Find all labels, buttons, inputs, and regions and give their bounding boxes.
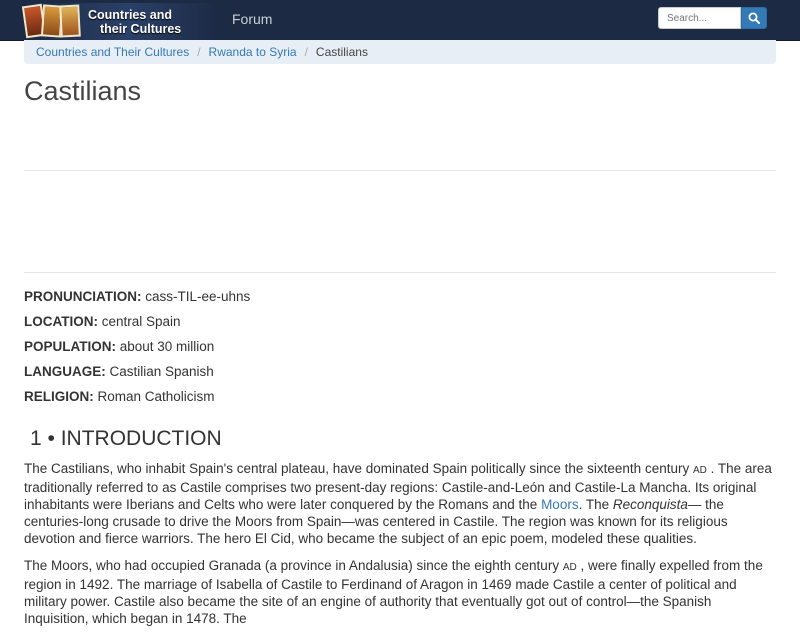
text: The Moors, who had occupied Granada (a province in Andalusia) since the eighth century: [24, 558, 563, 573]
moors-link[interactable]: Moors: [541, 497, 579, 512]
reconquista-term: Reconquista: [612, 497, 688, 512]
fact-value: about 30 million: [116, 339, 215, 354]
logo-text: [88, 8, 181, 36]
paragraph: [24, 557, 772, 627]
facts-list: [24, 289, 250, 414]
fact-location: [24, 314, 250, 339]
logo-photo: [59, 4, 81, 37]
text: — the centuries-long crusade to drive the Moors from Spain—was centered in Castile. The region was known for its religious devotion and fierce warriors. The hero El Cid, who became the subject of an epic poem, modeled these qualities.: [24, 497, 728, 546]
logo-line-2: their Cultures: [100, 21, 182, 36]
fact-population: [24, 339, 250, 364]
top-navbar: [0, 0, 800, 41]
logo-image: [22, 3, 84, 40]
section-heading-introduction: 1 • INTRODUCTION: [30, 427, 222, 450]
text: . The area traditionally referred to as Castile comprises two present-day regions: Castile-and-León and Castile-La Mancha. Its original inhabitants were Iberians and Celts who were later conquered by the Romans and the: [24, 461, 772, 512]
search-input[interactable]: [658, 7, 741, 29]
breadcrumb-separator: /: [304, 45, 308, 59]
text: The Castilians, who inhabit Spain's central plateau, have dominated Spain politically since the sixteenth century: [24, 461, 693, 476]
site-logo[interactable]: [22, 3, 218, 40]
nav-forum-link[interactable]: Forum: [232, 11, 273, 27]
article-body: [24, 460, 772, 637]
text: , were finally expelled from the region in 1492. The marriage of Isabella of Castile to Ferdinand of Aragon in 1469 made Castile a center of political and military power. Castile also became the site of an engine of authority that eventually got out of control—the Spanish Inquisition, which began in 1478. The: [24, 558, 763, 626]
fact-value: central Spain: [98, 314, 181, 329]
search-button[interactable]: [741, 7, 767, 29]
era-abbr: AD: [562, 562, 577, 573]
fact-label: LOCATION:: [24, 314, 98, 329]
divider: [24, 170, 776, 171]
era-abbr: AD: [692, 465, 707, 476]
divider: [24, 272, 776, 273]
breadcrumb-item-home[interactable]: Countries and Their Cultures: [36, 45, 190, 59]
breadcrumb-item-current: Castilians: [315, 45, 368, 59]
breadcrumb-item-region[interactable]: Rwanda to Syria: [208, 45, 297, 59]
fact-label: LANGUAGE:: [24, 364, 106, 379]
fact-value: Castilian Spanish: [105, 364, 214, 379]
logo-line-1: Countries and: [88, 7, 173, 22]
search-icon: [748, 12, 760, 24]
fact-value: Roman Catholicism: [93, 389, 215, 404]
fact-value: cass-TIL-ee-uhns: [141, 289, 251, 304]
fact-label: RELIGION:: [24, 389, 94, 404]
paragraph: [24, 460, 772, 547]
fact-religion: [24, 389, 250, 414]
page-title: Castilians: [24, 76, 142, 106]
breadcrumb: [24, 40, 776, 64]
fact-label: POPULATION:: [24, 339, 116, 354]
fact-pronunciation: [24, 289, 250, 314]
breadcrumb-separator: /: [197, 45, 201, 59]
text: . The: [578, 497, 613, 512]
fact-language: [24, 364, 250, 389]
fact-label: PRONUNCIATION:: [24, 289, 142, 304]
